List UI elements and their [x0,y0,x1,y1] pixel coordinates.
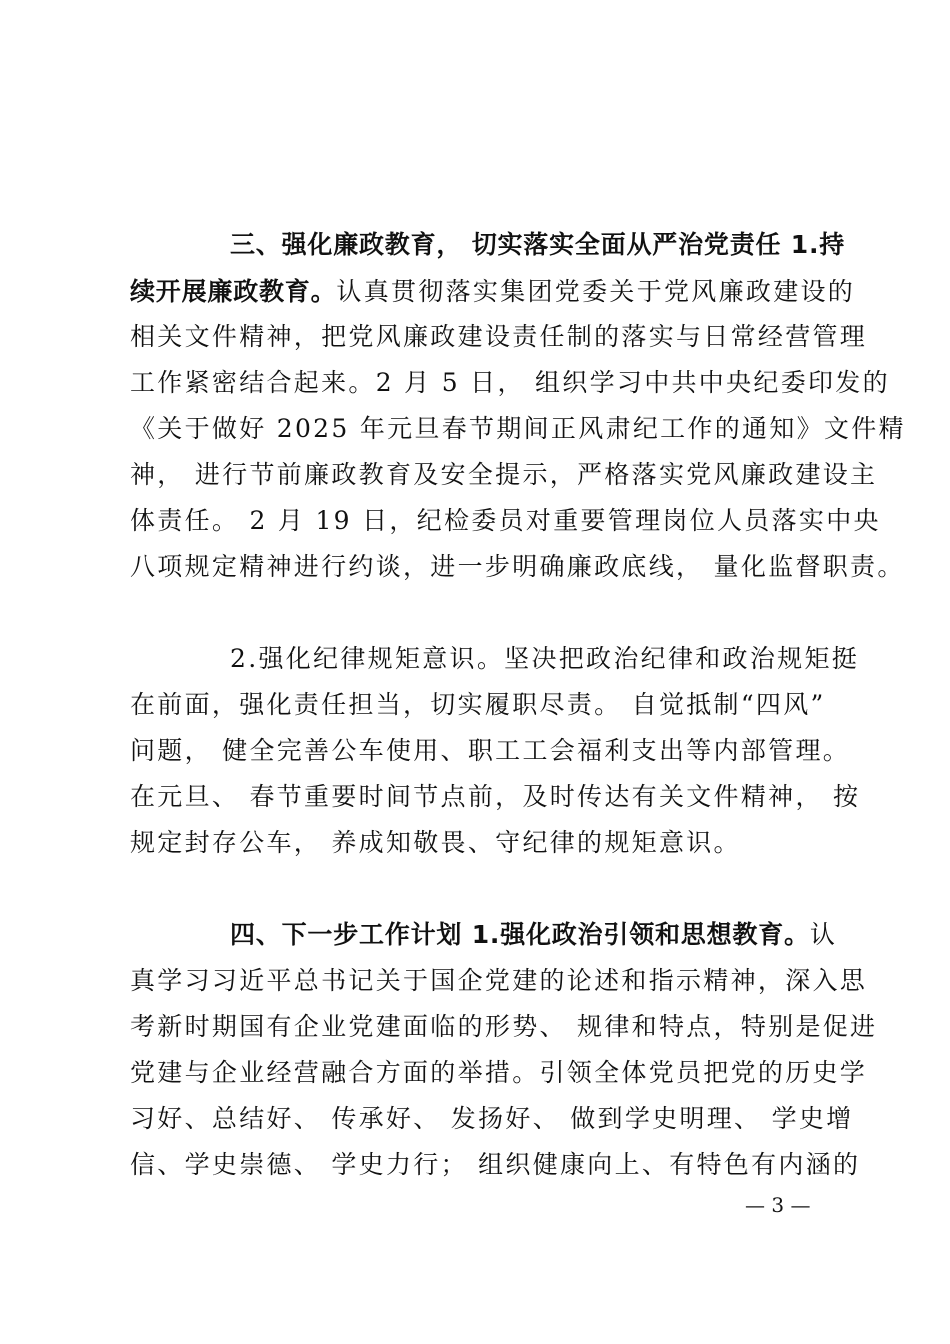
page-number: — 3 — [745,1193,811,1217]
section-3-heading-line [230,232,845,257]
section-3-line-1 [130,279,855,304]
section-3-line-5: 神， 进行节前廉政教育及安全提示，严格落实党风廉政建设主 [130,460,878,489]
section-4-line-5: 习好、总结好、 传承好、 发扬好、 做到学史明理、 学史增 [130,1104,854,1133]
section-4-subheading: 1.强化政治引领和思想教育。 [462,920,810,949]
section-4-heading: 四、下一步工作计划 [230,920,463,949]
section-4-line-3: 考新时期国有企业党建面临的形势、 规律和特点，特别是促进 [130,1012,878,1041]
section-3-line-7: 八项规定精神进行约谈，进一步明确廉政底线， 量化监督职责。 [130,552,905,581]
subitem-2-line-5: 规定封存公车， 养成知敬畏、守纪律的规矩意识。 [130,828,741,857]
section-3-line-6: 体责任。 2 月 19 日，纪检委员对重要管理岗位人员落实中央 [130,506,881,535]
section-3-line-3: 工作紧密结合起来。2 月 5 日， 组织学习中共中央纪委印发的 [130,368,890,397]
subitem-2-line-1: 2.强化纪律规矩意识。坚决把政治纪律和政治规矩挺 [230,644,860,673]
section-4-line-6: 信、学史崇德、 学史力行； 组织健康向上、有特色有内涵的 [130,1150,861,1179]
section-3-line-4: 《关于做好 2025 年元旦春节期间正风肃纪工作的通知》文件精 [130,414,906,443]
section-4-line-1-text: 认 [809,920,838,949]
section-3-heading: 三、强化廉政教育， 切实落实全面从严治党责任 1.持 [230,230,846,259]
section-3-line-1-text: 认真贯彻落实集团党委关于党风廉政建设的 [336,277,856,306]
section-3-subheading-continued: 续开展廉政教育。 [130,277,337,306]
subitem-2-line-2: 在前面，强化责任担当，切实履职尽责。 自觉抵制“四风” [130,690,826,719]
section-4-line-4: 党建与企业经营融合方面的举措。引领全体党员把党的历史学 [130,1058,868,1087]
section-4-heading-line [230,922,837,947]
subitem-2-line-4: 在元旦、 春节重要时间节点前，及时传达有关文件精神， 按 [130,782,861,811]
subitem-2-line-3: 问题， 健全完善公车使用、职工工会福利支出等内部管理。 [130,736,851,765]
section-3-line-2: 相关文件精神，把党风廉政建设责任制的落实与日常经营管理 [130,322,868,351]
section-4-line-2: 真学习习近平总书记关于国企党建的论述和指示精神，深入思 [130,966,868,995]
